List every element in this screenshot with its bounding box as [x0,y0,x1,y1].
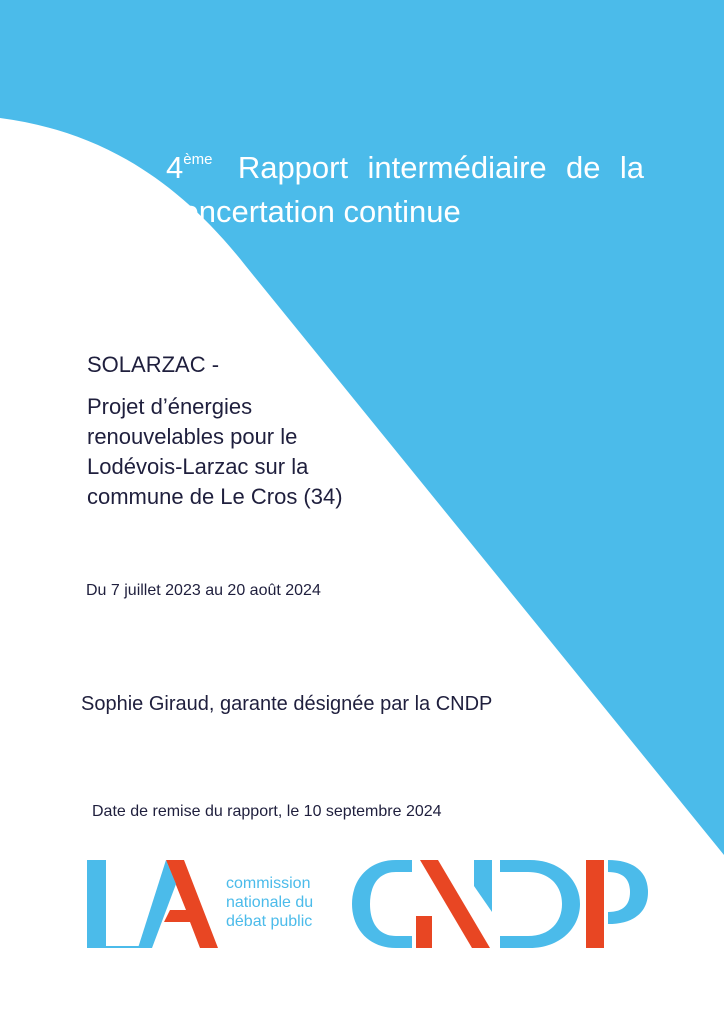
logo-cndp-monogram [350,856,650,952]
project-block [87,350,417,512]
project-description-line: Lodévois-Larzac sur la [87,454,309,479]
report-title [166,138,644,234]
project-description-line: commune de Le Cros (34) [87,484,343,509]
submission-date: Date de remise du rapport, le 10 septembre 2024 [92,803,442,820]
logo-la-monogram [84,856,224,952]
project-name: SOLARZAC - [87,352,220,377]
title-text: Rapport intermédiaire de la concertation continue [166,150,644,229]
title-ordinal: 4 [166,150,184,185]
project-description-line: renouvelables pour le [87,424,298,449]
guarantor-text: Sophie Giraud, garante désignée par la CNDP [81,693,493,715]
logo-text-line: débat public [226,913,313,930]
project-description-line: Projet d’énergies [87,394,253,419]
logo-text-line: nationale du [226,894,314,911]
title-ordinal-suffix: ème [183,151,213,168]
logo-text-line: commission [226,875,311,892]
period-dates: Du 7 juillet 2023 au 20 août 2024 [86,582,321,599]
logo-text [226,874,346,931]
